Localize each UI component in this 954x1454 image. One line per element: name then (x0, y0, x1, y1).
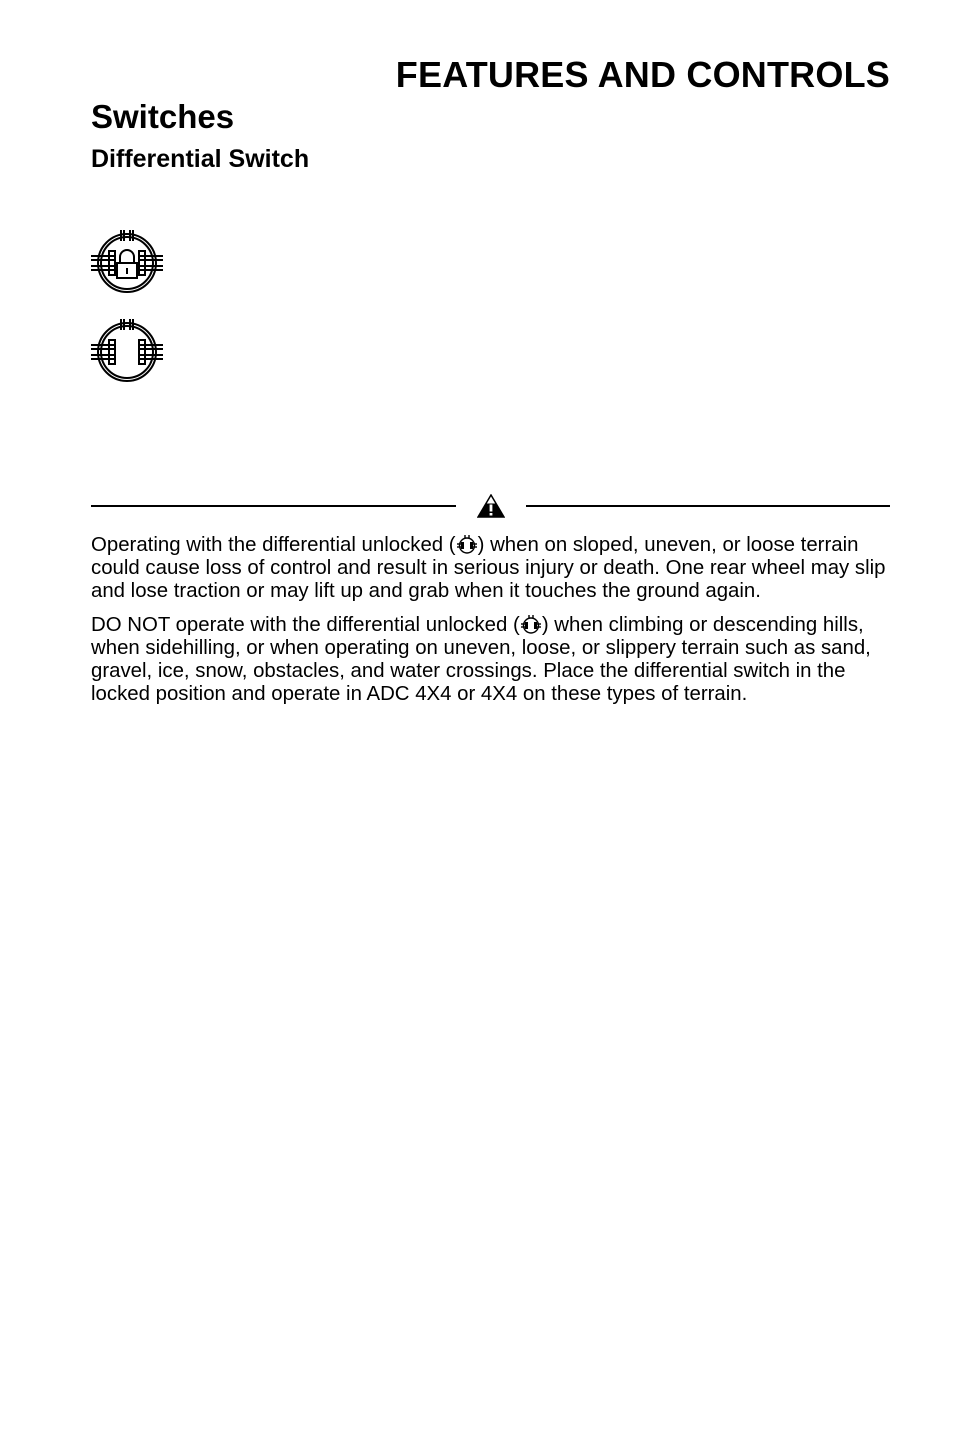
warning-paragraph: DO NOT operate with the differential unlocked ( ) when climbing or descending hills, when sidehilling, or when operating on uneven, loose, or slippery terrain such as sand, gravel, ice, snow, obstacles, and water crossings. Place the differential switch in the locked position and operate in ADC 4X4 or 4X4 on these types of terrain. (91, 614, 871, 705)
warning-triangle-icon (477, 494, 505, 518)
warning-rule-left (91, 505, 456, 507)
differential-unlocked-icon (456, 534, 478, 555)
warning-paragraph: Operating with the differential unlocked ( ) when on sloped, uneven, or loose terrain could cause loss of control and result in serious injury or death. One rear wheel may slip and lose traction or may lift up and grab when it touches the ground again. (91, 534, 886, 602)
subsection-title: Differential Switch (91, 145, 310, 173)
warning-rule-right (526, 505, 890, 507)
differential-locked-icon (89, 229, 165, 295)
warning-body (91, 534, 896, 717)
section-title: Switches (91, 98, 235, 135)
differential-unlocked-icon (89, 318, 165, 384)
differential-unlocked-icon (520, 614, 542, 635)
warning-header (91, 490, 890, 522)
chapter-title: FEATURES AND CONTROLS (395, 54, 890, 95)
